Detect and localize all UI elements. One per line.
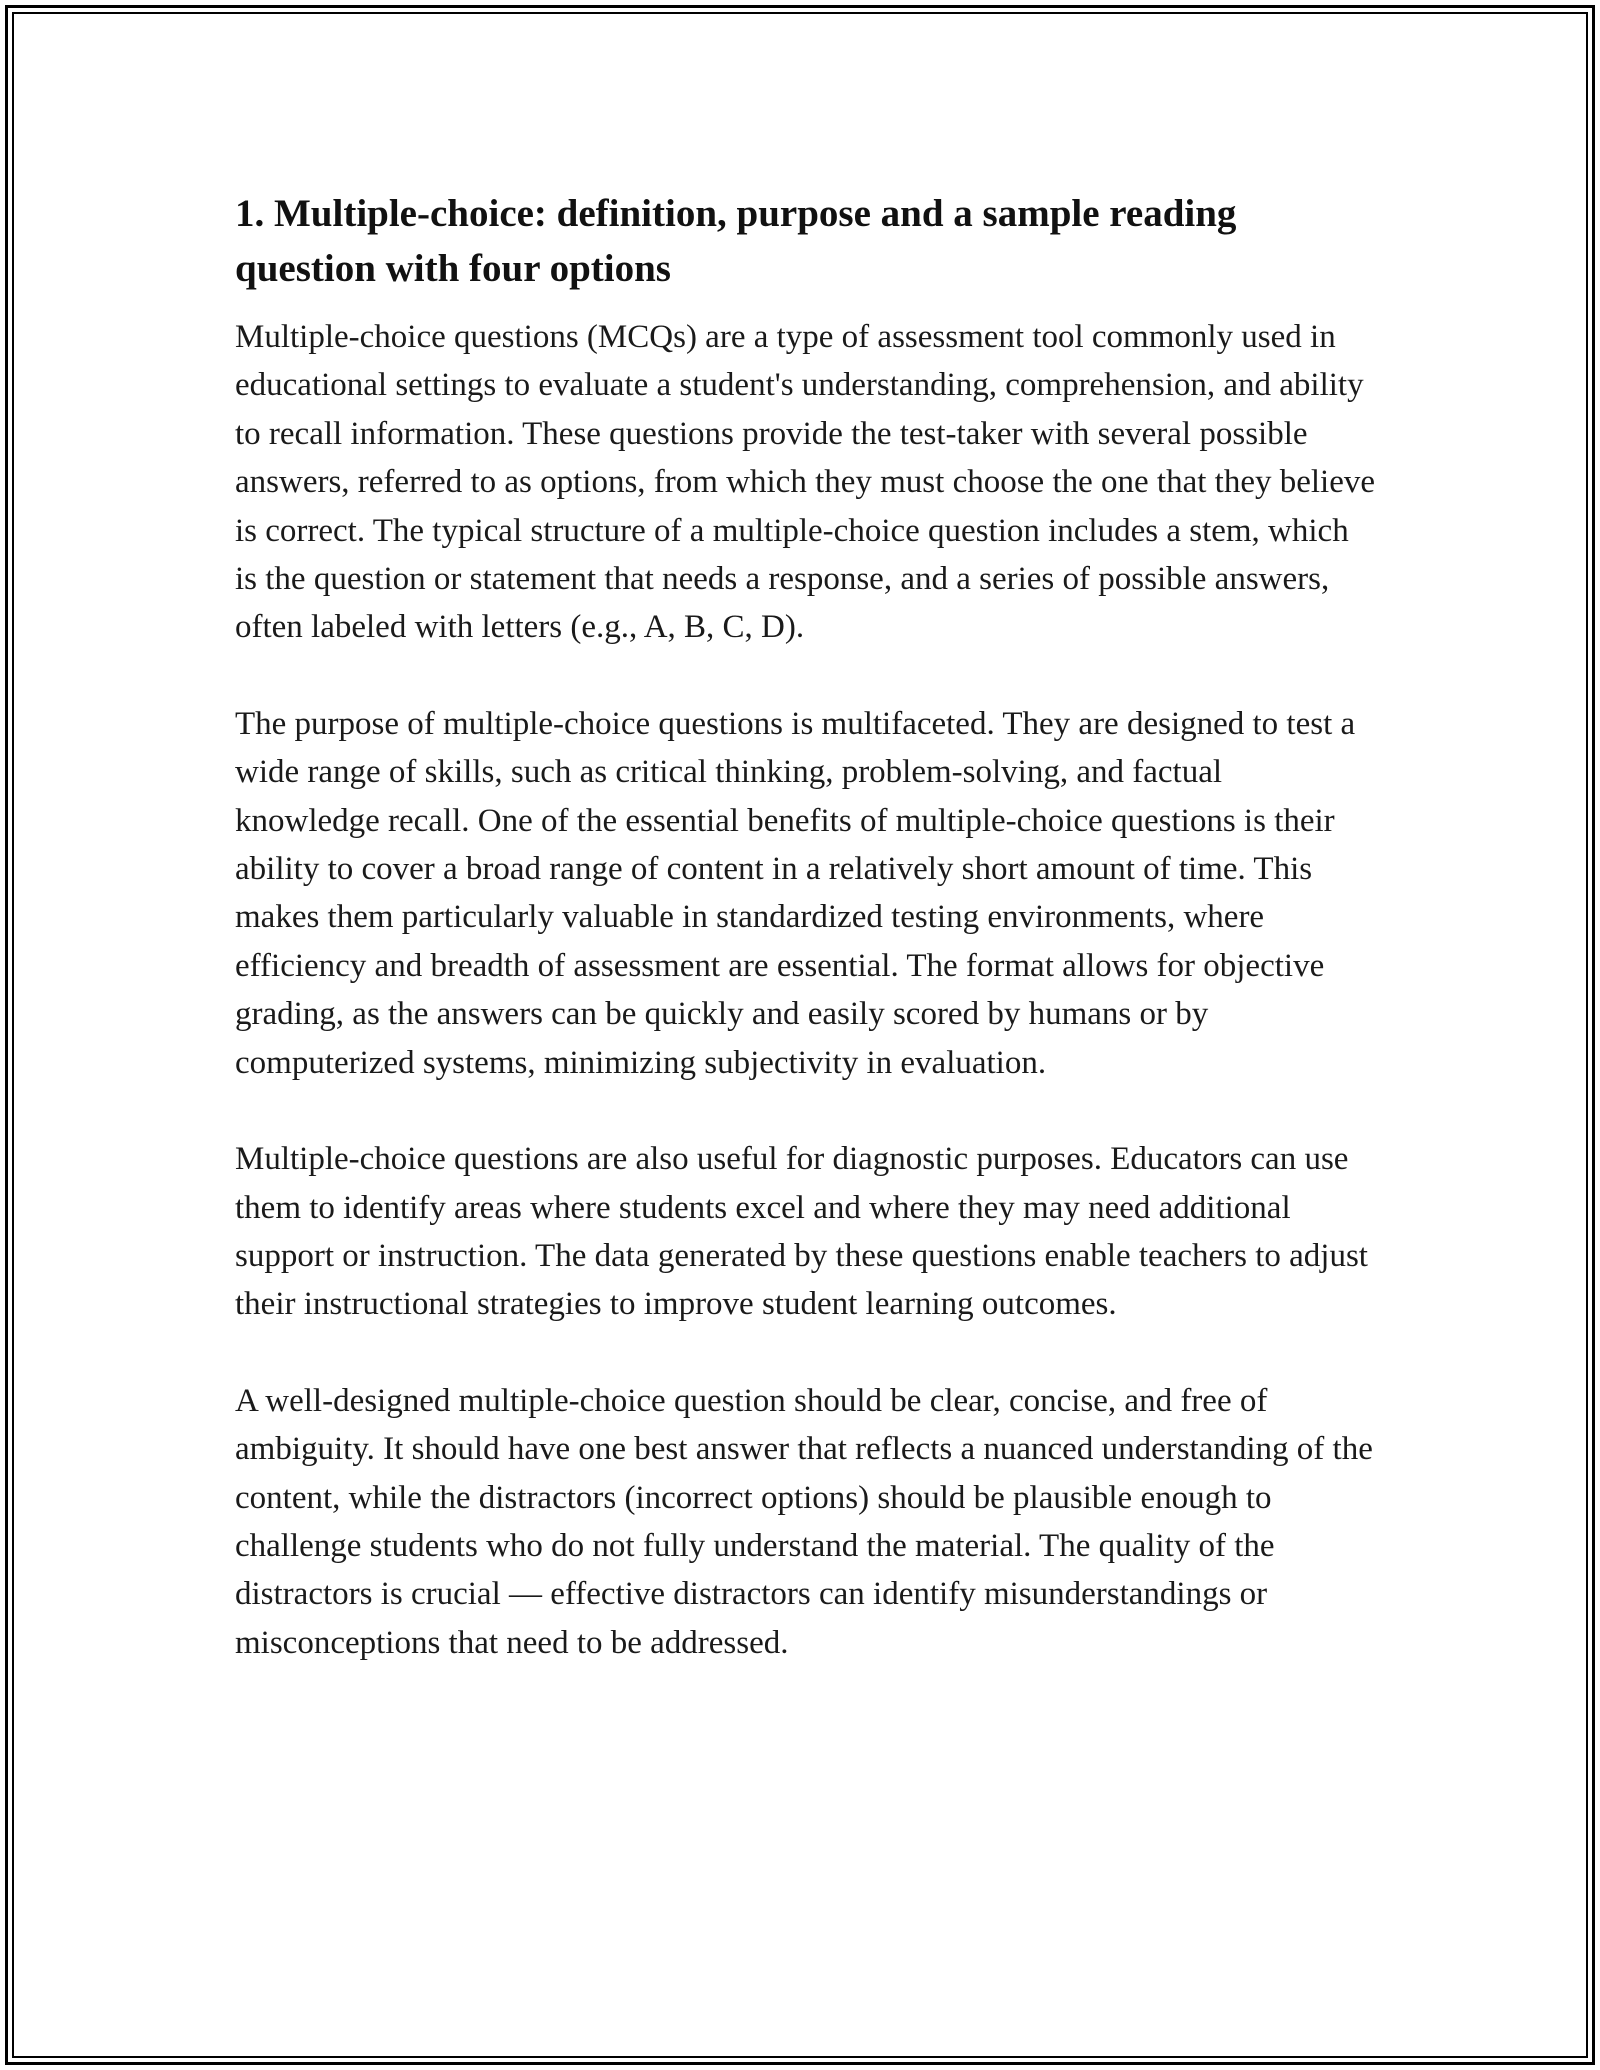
paragraph-purpose: The purpose of multiple-choice questions is multifaceted. They are designed to test a wide range of skills, such as critical thinking, problem-solving, and factual knowledge recall. One of the essential benefits of multiple-choice questions is their ability to cover a broad range of content in a relatively short amount of time. This makes them particularly valuable in standardized testing environments, where efficiency and breadth of assessment are essential. The format allows for objective grading, as the answers can be quickly and easily scored by humans or by computerized systems, minimizing subjectivity in evaluation.	[235, 705, 1356, 1081]
section-heading: 1. Multiple-choice: definition, purpose and a sample reading question with four options	[235, 192, 1237, 290]
document-body	[235, 186, 1375, 1715]
paragraph-design: A well-designed multiple-choice question should be clear, concise, and free of ambiguity. It should have one best answer that reflects a nuanced understanding of the content, while the distractors (incorrect options) should be plausible enough to challenge students who do not fully understand the material. The quality of the distractors is crucial — effective distractors can identify misunderstandings or misconceptions that need to be addressed.	[235, 1382, 1373, 1661]
paragraph-diagnostic: Multiple-choice questions are also useful for diagnostic purposes. Educators can use them to identify areas where students excel and where they may need additional support or instruction. The data generated by these questions enable teachers to adjust their instructional strategies to improve student learning outcomes.	[235, 1141, 1368, 1323]
paragraph-definition: Multiple-choice questions (MCQs) are a type of assessment tool commonly used in educational settings to evaluate a student's understanding, comprehension, and ability to recall information. These questions provide the test-taker with several possible answers, referred to as options, from which they must choose the one that they believe is correct. The typical structure of a multiple-choice question includes a stem, which is the question or statement that needs a response, and a series of possible answers, often labeled with letters (e.g., A, B, C, D).	[235, 319, 1375, 646]
